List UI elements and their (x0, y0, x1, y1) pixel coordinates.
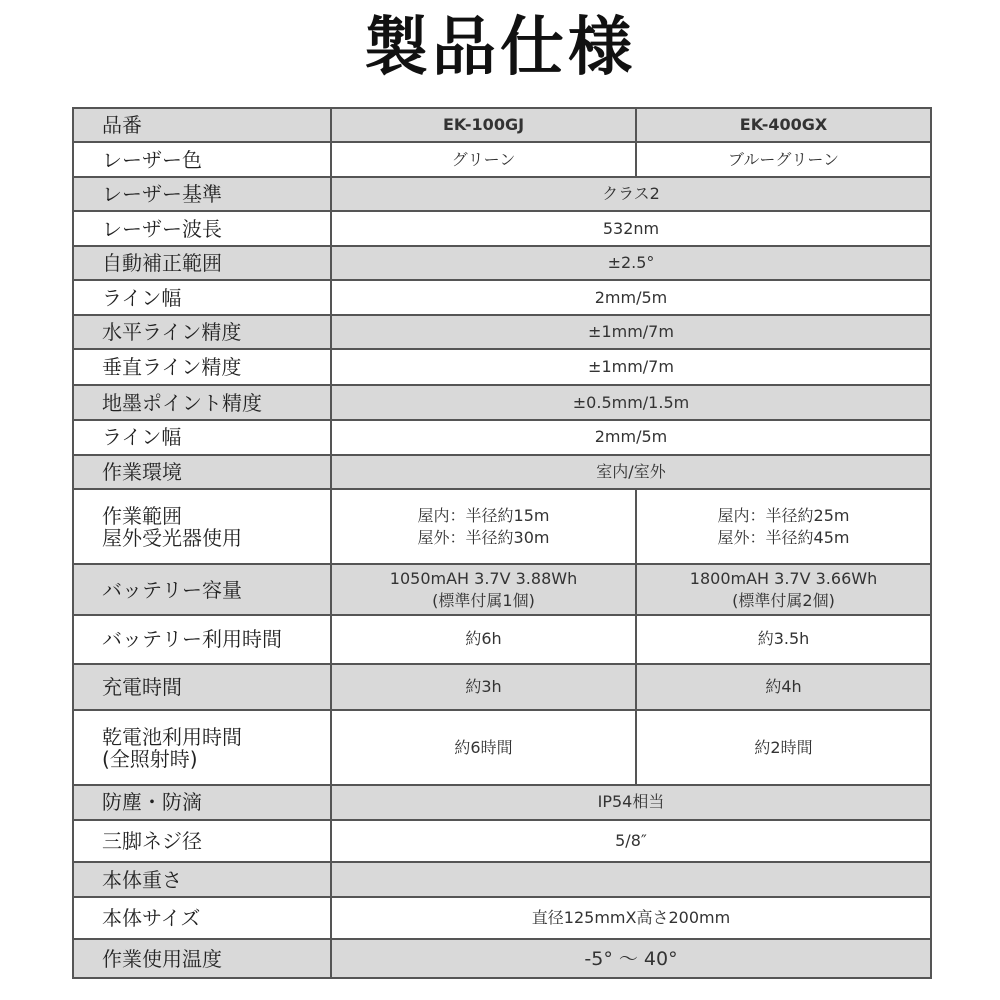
value-line: (標準付属2個) (732, 590, 835, 610)
cell-value: 532nm (331, 211, 931, 245)
row-label: ライン幅 (73, 420, 331, 454)
cell-value: 5/8″ (331, 820, 931, 863)
table-row (73, 385, 931, 420)
row-label: 水平ライン精度 (73, 315, 331, 349)
cell-value: -5° ～ 40° (331, 939, 931, 978)
table-row (73, 820, 931, 863)
value-line: 屋外：半径約30m (417, 527, 550, 547)
table-row (73, 177, 931, 211)
label-line: 屋外受光器使用 (102, 525, 242, 550)
cell-value (636, 489, 931, 564)
table-row (73, 280, 931, 314)
value-line: (標準付属1個) (432, 590, 535, 610)
row-label (73, 710, 331, 785)
spec-table (72, 107, 932, 979)
value-line: 1800mAH 3.7V 3.66Wh (689, 568, 878, 588)
cell-value: 直径125mmX高さ200mm (331, 897, 931, 940)
row-label: 本体サイズ (73, 897, 331, 940)
cell-value: IP54相当 (331, 785, 931, 819)
row-label: 作業使用温度 (73, 939, 331, 978)
page-title: 製品仕様 (364, 11, 636, 85)
table-row (73, 939, 931, 978)
table-row (73, 862, 931, 896)
cell-value: ブルーグリーン (636, 142, 931, 176)
row-label: 自動補正範囲 (73, 246, 331, 280)
cell-value: ±0.5mm/1.5m (331, 385, 931, 420)
value-line: 屋内：半径約25m (717, 505, 850, 525)
value-line: 1050mAH 3.7V 3.88Wh (389, 568, 578, 588)
row-label: レーザー色 (73, 142, 331, 176)
table-row (73, 108, 931, 142)
table-row (73, 710, 931, 785)
row-label: レーザー波長 (73, 211, 331, 245)
label-line: 作業範囲 (102, 503, 182, 528)
model-name: EK-100GJ (331, 108, 636, 142)
table-row (73, 615, 931, 664)
table-row (73, 315, 931, 349)
table-row (73, 489, 931, 564)
table-row (73, 246, 931, 280)
table-row (73, 785, 931, 819)
row-label: ライン幅 (73, 280, 331, 314)
cell-value: 約3.5h (636, 615, 931, 664)
row-label: 作業環境 (73, 455, 331, 489)
row-label: 垂直ライン精度 (73, 349, 331, 384)
cell-value: グリーン (331, 142, 636, 176)
table-row (73, 349, 931, 384)
cell-value (331, 489, 636, 564)
cell-value (331, 564, 636, 615)
row-label: 充電時間 (73, 664, 331, 711)
cell-value: 室内/室外 (331, 455, 931, 489)
model-name: EK-400GX (636, 108, 931, 142)
cell-value: 約6時間 (331, 710, 636, 785)
row-label: バッテリー利用時間 (73, 615, 331, 664)
label-line: (全照射時) (102, 746, 198, 771)
cell-value (636, 564, 931, 615)
cell-value: 約3h (331, 664, 636, 711)
cell-value: 約6h (331, 615, 636, 664)
row-label: 品番 (73, 108, 331, 142)
table-row (73, 420, 931, 454)
table-row (73, 142, 931, 176)
cell-value: クラス2 (331, 177, 931, 211)
table-row (73, 897, 931, 940)
value-line: 屋外：半径約45m (717, 527, 850, 547)
table-row (73, 211, 931, 245)
cell-value: 2mm/5m (331, 280, 931, 314)
label-line: 乾電池利用時間 (102, 724, 242, 749)
table-row (73, 664, 931, 711)
cell-value: 2mm/5m (331, 420, 931, 454)
table-row (73, 455, 931, 489)
cell-value: 約2時間 (636, 710, 931, 785)
row-label: 地墨ポイント精度 (73, 385, 331, 420)
row-label: レーザー基準 (73, 177, 331, 211)
cell-value: ±1mm/7m (331, 315, 931, 349)
row-label (73, 489, 331, 564)
cell-value: ±1mm/7m (331, 349, 931, 384)
row-label: 防塵・防滴 (73, 785, 331, 819)
value-line: 屋内：半径約15m (417, 505, 550, 525)
cell-value: ±2.5° (331, 246, 931, 280)
table-row (73, 564, 931, 615)
cell-value (331, 862, 931, 896)
cell-value: 約4h (636, 664, 931, 711)
row-label: 三脚ネジ径 (73, 820, 331, 863)
row-label: バッテリー容量 (73, 564, 331, 615)
row-label: 本体重さ (73, 862, 331, 896)
